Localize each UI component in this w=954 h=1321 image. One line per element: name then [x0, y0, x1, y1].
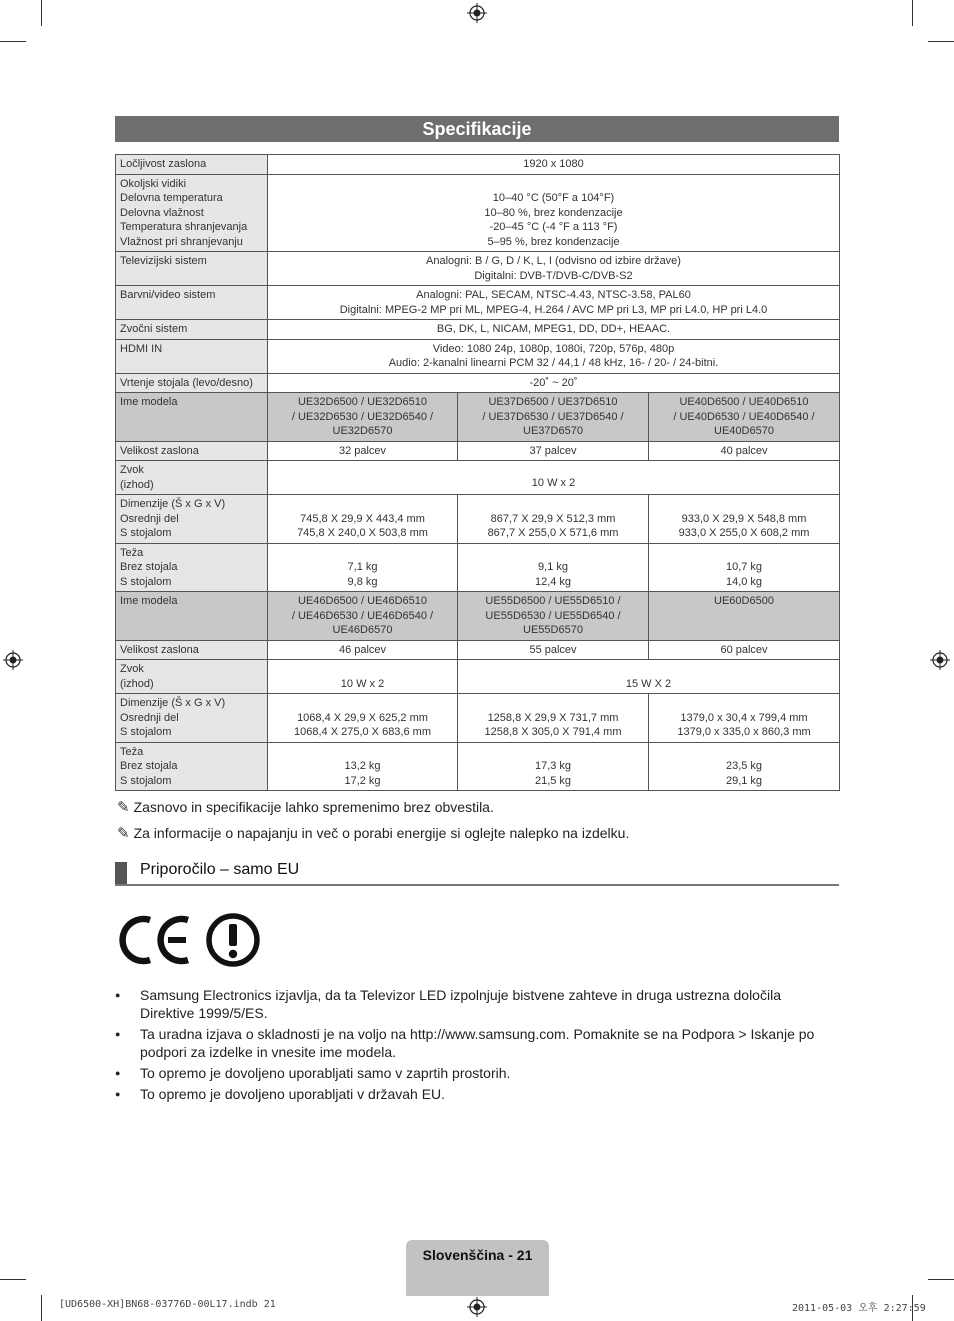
size-cell: 40 palcev	[649, 441, 840, 461]
note: ✎ Zasnovo in specifikacije lahko spremenimo brez obvestila.	[117, 799, 494, 816]
registration-mark-icon	[930, 650, 950, 670]
crop-mark	[41, 1295, 42, 1321]
row-label: Velikost zaslona	[116, 441, 268, 461]
row-label: Teža Brez stojala S stojalom	[116, 742, 268, 791]
row-label: Barvni/video sistem	[116, 286, 268, 320]
row-label: Zvočni sistem	[116, 320, 268, 340]
row-value: BG, DK, L, NICAM, MPEG1, DD, DD+, HEAAC.	[268, 320, 840, 340]
row-label: Dimenzije (Š x G x V) Osrednji del S stojalom	[116, 495, 268, 544]
table-row	[116, 373, 840, 393]
crop-mark	[41, 0, 42, 26]
row-label: Dimenzije (Š x G x V) Osrednji del S stojalom	[116, 694, 268, 743]
dimension-cell: 745,8 X 29,9 X 443,4 mm 745,8 X 240,0 X 503,8 mm	[268, 495, 458, 544]
row-value: Analogni: B / G, D / K, L, I (odvisno od izbire države) Digitalni: DVB-T/DVB-C/DVB-S2	[268, 252, 840, 286]
table-row	[116, 339, 840, 373]
sound-cell: 10 W x 2	[268, 461, 840, 495]
row-value: Video: 1080 24p, 1080p, 1080i, 720p, 576p, 480p Audio: 2-kanalni linearni PCM 32 / 44,1 / 48 kHz, 16- / 20- / 24-bitni.	[268, 339, 840, 373]
row-label: Velikost zaslona	[116, 640, 268, 660]
table-row	[116, 640, 840, 660]
dimension-cell: 1258,8 X 29,9 X 731,7 mm 1258,8 X 305,0 X 791,4 mm	[458, 694, 649, 743]
crop-mark	[928, 1279, 954, 1280]
row-label: Televizijski sistem	[116, 252, 268, 286]
weight-cell: 10,7 kg 14,0 kg	[649, 543, 840, 592]
sound-cell: 10 W x 2	[268, 660, 458, 694]
registration-mark-icon	[467, 3, 487, 23]
dimension-cell: 933,0 X 29,9 X 548,8 mm 933,0 X 255,0 X 608,2 mm	[649, 495, 840, 544]
model-cell: UE55D6500 / UE55D6510 / UE55D6530 / UE55D6540 / UE55D6570	[458, 592, 649, 641]
table-row	[116, 742, 840, 791]
table-row	[116, 252, 840, 286]
row-label: HDMI IN	[116, 339, 268, 373]
table-row	[116, 461, 840, 495]
row-value: 10–40 °C (50°F a 104°F) 10–80 %, brez kondenzacije -20–45 °C (-4 °F a 113 °F) 5–95 %, brez kondenzacije	[268, 174, 840, 252]
list-item: ● To opremo je dovoljeno uporabljati samo v zaprtih prostorih.	[115, 1064, 839, 1082]
size-cell: 32 palcev	[268, 441, 458, 461]
weight-cell: 9,1 kg 12,4 kg	[458, 543, 649, 592]
row-label: Ime modela	[116, 592, 268, 641]
heading-marker	[115, 862, 127, 884]
ce-mark-icon	[116, 912, 198, 968]
print-info: [UD6500-XH]BN68-03776D-00L17.indb 21	[59, 1299, 276, 1310]
model-cell: UE37D6500 / UE37D6510 / UE37D6530 / UE37D6540 / UE37D6570	[458, 393, 649, 442]
spec-table	[115, 154, 840, 791]
size-cell: 37 palcev	[458, 441, 649, 461]
size-cell: 55 palcev	[458, 640, 649, 660]
row-label: Zvok (izhod)	[116, 660, 268, 694]
crop-mark	[928, 41, 954, 42]
weight-cell: 13,2 kg 17,2 kg	[268, 742, 458, 791]
page-number-tab: Slovenščina - 21	[406, 1240, 549, 1296]
table-row	[116, 286, 840, 320]
pencil-icon: ✎	[117, 799, 130, 816]
section-heading: Priporočilo – samo EU	[115, 858, 839, 886]
weight-cell: 17,3 kg 21,5 kg	[458, 742, 649, 791]
list-item: ● To opremo je dovoljeno uporabljati v državah EU.	[115, 1085, 839, 1103]
registration-mark-icon	[3, 650, 23, 670]
dimension-cell: 1379,0 x 30,4 x 799,4 mm 1379,0 x 335,0 x 860,3 mm	[649, 694, 840, 743]
row-label: Ločljivost zaslona	[116, 155, 268, 175]
size-cell: 46 palcev	[268, 640, 458, 660]
bullet-list	[115, 986, 839, 1106]
note: ✎ Za informacije o napajanju in več o porabi energije si oglejte nalepko na izdelku.	[117, 825, 630, 842]
crop-mark	[0, 41, 26, 42]
weight-cell: 7,1 kg 9,8 kg	[268, 543, 458, 592]
list-item: ● Samsung Electronics izjavlja, da ta Televizor LED izpolnjuje bistvene zahteve in druga ustrezna določila Direktive 1999/5/ES.	[115, 986, 839, 1022]
print-timestamp: 2011-05-03 오후 2:27:59	[792, 1303, 926, 1314]
row-value: Analogni: PAL, SECAM, NTSC-4.43, NTSC-3.58, PAL60 Digitalni: MPEG-2 MP pri ML, MPEG-4, H.264 / AVC MP pri L3, MP pri L4.0, HP pri L4.0	[268, 286, 840, 320]
crop-mark	[912, 0, 913, 26]
model-cell: UE32D6500 / UE32D6510 / UE32D6530 / UE32D6540 / UE32D6570	[268, 393, 458, 442]
table-row	[116, 155, 840, 175]
weight-cell: 23,5 kg 29,1 kg	[649, 742, 840, 791]
crop-mark	[0, 1279, 26, 1280]
table-row	[116, 495, 840, 544]
model-cell: UE46D6500 / UE46D6510 / UE46D6530 / UE46D6540 / UE46D6570	[268, 592, 458, 641]
table-row-model	[116, 592, 840, 641]
pencil-icon: ✎	[117, 825, 130, 842]
row-label: Zvok (izhod)	[116, 461, 268, 495]
list-item: ● Ta uradna izjava o skladnosti je na voljo na http://www.samsung.com. Pomaknite se na Podpora > Iskanje po podpori za izdelke in vnesite ime modela.	[115, 1025, 839, 1061]
row-label: Ime modela	[116, 393, 268, 442]
table-row	[116, 694, 840, 743]
registration-mark-icon	[467, 1297, 487, 1317]
table-row-model	[116, 393, 840, 442]
row-label: Teža Brez stojala S stojalom	[116, 543, 268, 592]
table-row	[116, 441, 840, 461]
table-row	[116, 174, 840, 252]
model-cell: UE40D6500 / UE40D6510 / UE40D6530 / UE40D6540 / UE40D6570	[649, 393, 840, 442]
sound-cell: 15 W X 2	[458, 660, 840, 694]
row-label: Vrtenje stojala (levo/desno)	[116, 373, 268, 393]
row-value: 1920 x 1080	[268, 155, 840, 175]
size-cell: 60 palcev	[649, 640, 840, 660]
dimension-cell: 1068,4 X 29,9 X 625,2 mm 1068,4 X 275,0 X 683,6 mm	[268, 694, 458, 743]
table-row	[116, 660, 840, 694]
table-row	[116, 320, 840, 340]
alert-mark-icon	[205, 912, 261, 968]
table-row	[116, 543, 840, 592]
page-title: Specifikacije	[115, 116, 839, 142]
row-label: Okoljski vidiki Delovna temperatura Delovna vlažnost Temperatura shranjevanja Vlažnost pri shranjevanju	[116, 174, 268, 252]
model-cell: UE60D6500	[649, 592, 840, 641]
row-value: -20˚ ~ 20˚	[268, 373, 840, 393]
dimension-cell: 867,7 X 29,9 X 512,3 mm 867,7 X 255,0 X 571,6 mm	[458, 495, 649, 544]
